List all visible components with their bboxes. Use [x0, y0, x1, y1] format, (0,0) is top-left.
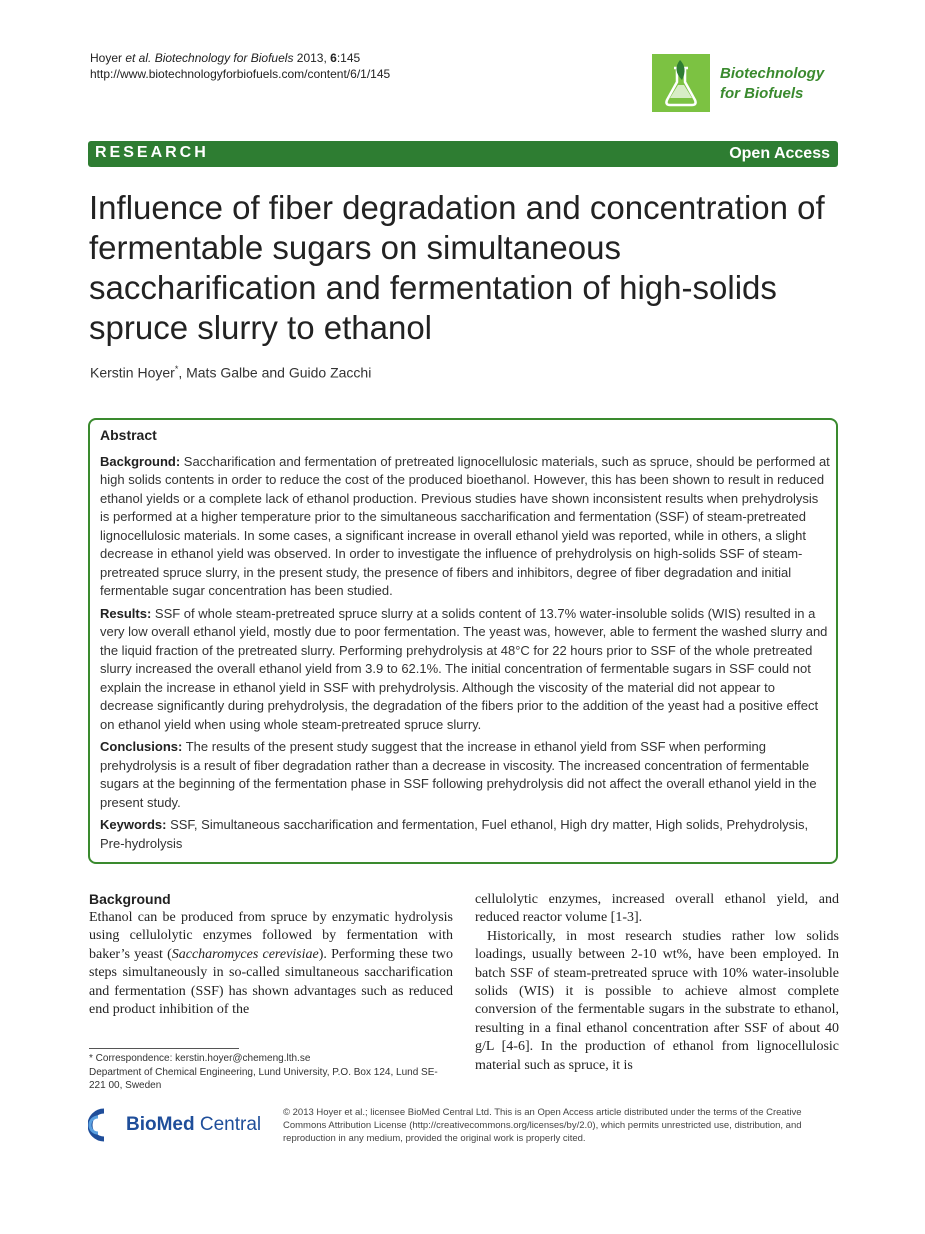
article-type-label: RESEARCH	[95, 144, 209, 161]
author-list	[90, 364, 371, 381]
body-text: ). Performing these two steps simultaneously in so-called simultaneous saccharification and fermentation (SSF) has shown advantages such as reduced end product inhibition of the	[89, 946, 453, 1018]
body-paragraph: Historically, in most research studies rather low solids loadings, usually between 2-10 wt%, have been employed. In batch SSF of steam-pretreated spruce with 10% water-insoluble solids (WIS) it is possible to achieve almost complete conversion of the fermentable sugars in the substrate to ethanol, resulting in a final ethanol concentration after SSF of about 40 g/L [4-6]. In the production of ethanol from lignocellulosic material such as spruce, it is	[475, 928, 839, 1073]
abstract-background	[100, 453, 830, 601]
body-left-column	[89, 889, 453, 1019]
body-paragraph: cellulolytic enzymes, increased overall ethanol yield, and reduced reactor volume [1-3].	[475, 892, 839, 926]
section-heading-background: Background	[89, 891, 171, 907]
author-rest: , Mats Galbe and Guido Zacchi	[178, 364, 372, 381]
body-text: Ethanol can be produced from spruce by enzymatic hydrolysis using cellulolytic enzymes followed by fermentation with baker’s yeast (	[89, 910, 453, 962]
citation-year: 2013,	[293, 51, 331, 65]
publisher-name	[126, 1113, 261, 1137]
abstract-content	[100, 426, 830, 857]
article-url[interactable]: http://www.biotechnologyforbiofuels.com/content/6/1/145	[90, 67, 391, 81]
article-type-banner	[88, 141, 838, 167]
footnote-rule	[89, 1048, 239, 1049]
citation-author: Hoyer	[90, 51, 126, 65]
publisher-name-bold: BioMed	[126, 1114, 195, 1135]
journal-name	[720, 64, 824, 104]
abstract-keywords-text: SSF, Simultaneous saccharification and fermentation, Fuel ethanol, High dry matter, High solids, Prehydrolysis, Pre-hydrolysis	[100, 817, 809, 851]
citation-header	[90, 50, 390, 82]
biomed-bracket-icon	[88, 1108, 128, 1142]
publisher-name-regular: Central	[194, 1114, 262, 1135]
abstract-background-label: Background:	[100, 453, 181, 469]
author-first[interactable]: Kerstin Hoyer	[90, 364, 175, 381]
body-paragraph	[89, 909, 453, 1019]
publisher-logo	[88, 1108, 268, 1142]
corresponding-mark: *	[174, 364, 179, 374]
license-notice: © 2013 Hoyer et al.; licensee BioMed Central Ltd. This is an Open Access article distributed under the terms of the Creative Commons Attribution License (http://creativecommons.org/licenses/by/2.0), which permits unrestricted use, distribution, and reproduction in any medium, provided the original work is properly cited.	[283, 1107, 802, 1144]
article-title: Influence of fiber degradation and concentration of fermentable sugars on simultaneous saccharification and fermentation of high-solids spruce slurry to ethanol	[89, 189, 825, 346]
species-name: Saccharomyces cerevisiae	[171, 946, 319, 962]
abstract-results-label: Results:	[100, 605, 152, 621]
correspondence[interactable]: * Correspondence: kerstin.hoyer@chemeng.lth.se	[89, 1053, 311, 1064]
open-access-label: Open Access	[729, 145, 830, 162]
citation-journal: Biotechnology for Biofuels	[151, 51, 294, 65]
abstract-background-text: Saccharification and fermentation of pretreated lignocellulosic materials, such as spruce, should be performed at high solids contents in order to reduce the cost of the produced bioethanol. However, this has been shown to result in reduced ethanol yields or a complete lack of ethanol production. Previous studies have shown inconsistent results when prehydrolysis is performed at a higher temperature prior to the simultaneous saccharification and fermentation (SSF) of steam-pretreated lignocellulosic materials. In some cases, a significant increase in overall ethanol yield was reported, while in others, a slight decrease in ethanol yield was observed. In order to investigate the influence of prehydrolysis on high-solids SSF of steam-pretreated spruce slurry, in the present study, the presence of fibers and inhibitors, degree of fiber degradation and initial fermentable sugar concentration has been studied.	[100, 453, 830, 598]
abstract-conclusions	[100, 738, 830, 812]
citation-line	[90, 50, 390, 66]
abstract-box	[88, 418, 838, 864]
journal-name-line1: Biotechnology	[720, 65, 825, 82]
citation-volume: 6	[330, 51, 337, 65]
abstract-results	[100, 605, 830, 735]
abstract-keywords-label: Keywords:	[100, 817, 167, 832]
abstract-keywords	[100, 816, 830, 853]
body-right-column	[475, 891, 839, 1075]
abstract-conclusions-label: Conclusions:	[100, 739, 183, 754]
abstract-conclusions-text: The results of the present study suggest that the increase in ethanol yield from SSF when performing prehydrolysis is a result of fiber degradation rather than a decrease in viscosity. The increased concentration of fermentable sugars at the beginning of the fermentation phase in SSF following prehydrolysis did not affect the overall ethanol yield in the present study.	[100, 739, 817, 810]
journal-name-line2: for Biofuels	[720, 85, 804, 102]
journal-logo	[652, 54, 842, 114]
flask-leaf-icon	[652, 54, 710, 112]
abstract-heading: Abstract	[100, 427, 157, 443]
citation-etal: et al.	[125, 51, 152, 65]
footnote	[89, 1052, 449, 1093]
affiliation: Department of Chemical Engineering, Lund University, P.O. Box 124, Lund SE-221 00, Sweden	[89, 1066, 438, 1091]
abstract-results-text: SSF of whole steam-pretreated spruce slurry at a solids content of 13.7% water-insoluble solids (WIS) resulted in a very low overall ethanol yield, mostly due to poor fermentation. The yeast was, however, able to ferment the washed slurry and the liquid fraction of the pretreated slurry. Performing prehydrolysis at 48°C for 22 hours prior to SSF of the whole pretreated slurry increased the overall ethanol yield from 3.9 to 62.1%. The initial concentration of fermentable sugars in SSF could not explain the increase in ethanol yield in SSF with prehydrolysis. Although the viscosity of the material did not appear to decrease significantly during prehydrolysis, the degradation of the fibers prior to the addition of the yeast had a positive effect on ethanol yield when using whole steam-pretreated spruce slurry.	[100, 605, 828, 732]
citation-article: :145	[336, 51, 361, 65]
